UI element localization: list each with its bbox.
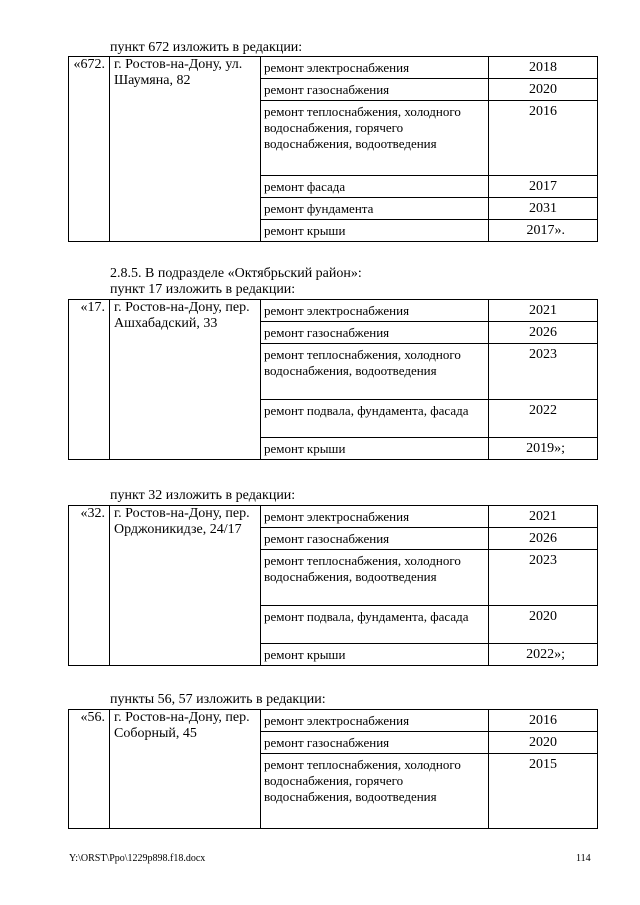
year: 2023 (489, 344, 598, 400)
year: 2021 (489, 300, 598, 322)
intro-672: пункт 672 изложить в редакции: (110, 40, 303, 55)
work-type: ремонт крыши (261, 438, 489, 460)
work-type: ремонт теплоснабжения, холодного водоснабжения, горячего водоснабжения, водоотведения (261, 754, 489, 829)
intro-17: пункт 17 изложить в редакции: (110, 282, 296, 297)
year: 2018 (489, 57, 598, 79)
work-type: ремонт фасада (261, 176, 489, 198)
year: 2026 (489, 528, 598, 550)
work-type: ремонт газоснабжения (261, 732, 489, 754)
year: 2016 (489, 710, 598, 732)
year: 2020 (489, 606, 598, 644)
address: г. Ростов-на-Дону, пер. Ашхабадский, 33 (110, 300, 261, 460)
work-type: ремонт электроснабжения (261, 300, 489, 322)
year: 2022 (489, 400, 598, 438)
work-type: ремонт газоснабжения (261, 528, 489, 550)
work-type: ремонт электроснабжения (261, 57, 489, 79)
work-type: ремонт фундамента (261, 198, 489, 220)
address: г. Ростов-на-Дону, пер. Соборный, 45 (110, 710, 261, 829)
year: 2023 (489, 550, 598, 606)
file-path: Y:\ORST\Ppo\1229p898.f18.docx (69, 853, 206, 864)
work-type: ремонт теплоснабжения, холодного водоснабжения, горячего водоснабжения, водоотведения (261, 101, 489, 176)
item-number: «32. (69, 506, 110, 666)
year: 2031 (489, 198, 598, 220)
item-number: «672. (69, 57, 110, 242)
work-type: ремонт теплоснабжения, холодного водоснабжения, водоотведения (261, 550, 489, 606)
year: 2021 (489, 506, 598, 528)
work-type: ремонт крыши (261, 220, 489, 242)
year: 2019»; (489, 438, 598, 460)
table-56 (68, 709, 598, 829)
address: г. Ростов-на-Дону, ул. Шаумяна, 82 (110, 57, 261, 242)
table-32 (68, 505, 598, 666)
work-type: ремонт теплоснабжения, холодного водоснабжения, водоотведения (261, 344, 489, 400)
work-type: ремонт подвала, фундамента, фасада (261, 606, 489, 644)
work-type: ремонт крыши (261, 644, 489, 666)
work-type: ремонт электроснабжения (261, 506, 489, 528)
section-heading: 2.8.5. В подразделе «Октябрьский район»: (110, 266, 362, 281)
table-672 (68, 56, 598, 242)
item-number: «56. (69, 710, 110, 829)
year: 2026 (489, 322, 598, 344)
intro-32: пункт 32 изложить в редакции: (110, 488, 296, 503)
table-17 (68, 299, 598, 460)
year: 2015 (489, 754, 598, 829)
year: 2020 (489, 79, 598, 101)
intro-56-57: пункты 56, 57 изложить в редакции: (110, 692, 326, 707)
item-number: «17. (69, 300, 110, 460)
work-type: ремонт электроснабжения (261, 710, 489, 732)
work-type: ремонт газоснабжения (261, 322, 489, 344)
work-type: ремонт подвала, фундамента, фасада (261, 400, 489, 438)
year: 2017 (489, 176, 598, 198)
year: 2016 (489, 101, 598, 176)
year: 2020 (489, 732, 598, 754)
year: 2017». (489, 220, 598, 242)
work-type: ремонт газоснабжения (261, 79, 489, 101)
address: г. Ростов-на-Дону, пер. Орджоникидзе, 24/17 (110, 506, 261, 666)
year: 2022»; (489, 644, 598, 666)
page-number: 114 (576, 853, 591, 864)
